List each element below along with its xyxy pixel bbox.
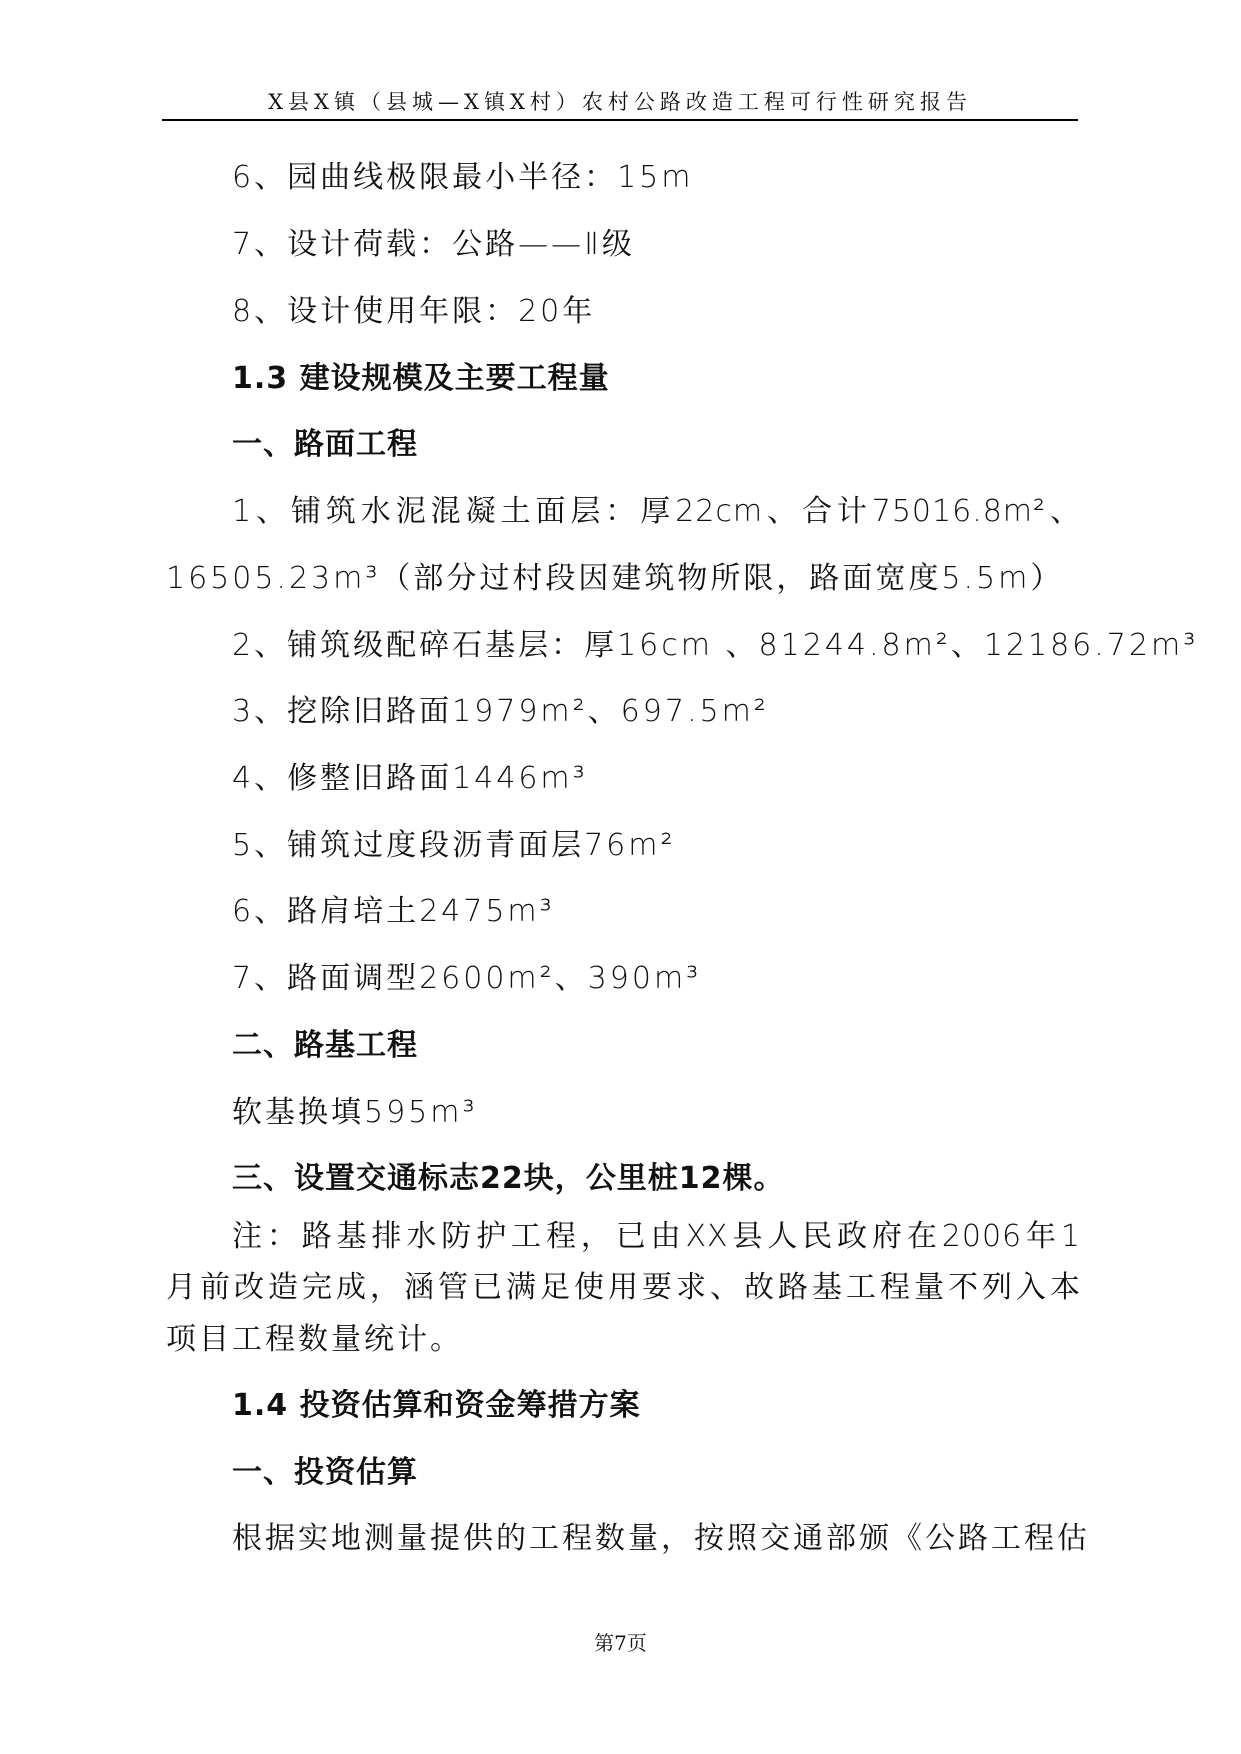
- page-number: 第7页: [594, 1631, 647, 1655]
- section-heading-1-3: 1.3 建设规模及主要工程量: [232, 361, 610, 396]
- subheading-subgrade: 二、路基工程: [232, 1028, 418, 1063]
- pavement-item-5: 5、铺筑过度段沥青面层76m²: [232, 828, 676, 863]
- subgrade-item: 软基换填595m³: [232, 1095, 478, 1130]
- pavement-item-7: 7、路面调型2600m²、390m³: [232, 961, 702, 996]
- pavement-item-2: 2、铺筑级配碎石基层：厚16cm 、81244.8m²、12186.72m³: [232, 628, 1199, 663]
- pavement-item-1-line-1: 1、铺筑水泥混凝土面层：厚22cm、合计75016.8m²、: [232, 494, 1081, 529]
- note-line-3: 项目工程数量统计。: [166, 1322, 463, 1357]
- pavement-item-4: 4、修整旧路面1446m³: [232, 761, 588, 796]
- subheading-traffic-signs: 三、设置交通标志22块，公里桩12棵。: [232, 1161, 785, 1196]
- subheading-pavement: 一、路面工程: [232, 427, 418, 462]
- pavement-item-6: 6、路肩培土2475m³: [232, 894, 555, 929]
- subheading-investment: 一、投资估算: [232, 1455, 418, 1490]
- header-rule: [162, 119, 1078, 121]
- item-8: 8、设计使用年限：20年: [232, 294, 596, 329]
- note-line-1: 注：路基排水防护工程，已由XX县人民政府在2006年1: [232, 1219, 1081, 1254]
- pavement-item-1-line-2: 16505.23m³（部分过村段因建筑物所限，路面宽度5.5m）: [166, 561, 1064, 596]
- pavement-item-3: 3、挖除旧路面1979m²、697.5m²: [232, 694, 769, 729]
- item-6: 6、园曲线极限最小半径：15m: [232, 160, 694, 195]
- item-7: 7、设计荷载：公路——Ⅱ级: [232, 227, 635, 262]
- note-line-2: 月前改造完成，涵管已满足使用要求、故路基工程量不列入本: [166, 1270, 1081, 1305]
- page-header-title: X县X镇（县城—X镇X村）农村公路改造工程可行性研究报告: [268, 90, 972, 114]
- section-heading-1-4: 1.4 投资估算和资金筹措方案: [232, 1388, 641, 1423]
- investment-paragraph-line-1: 根据实地测量提供的工程数量，按照交通部颁《公路工程估: [232, 1521, 1090, 1556]
